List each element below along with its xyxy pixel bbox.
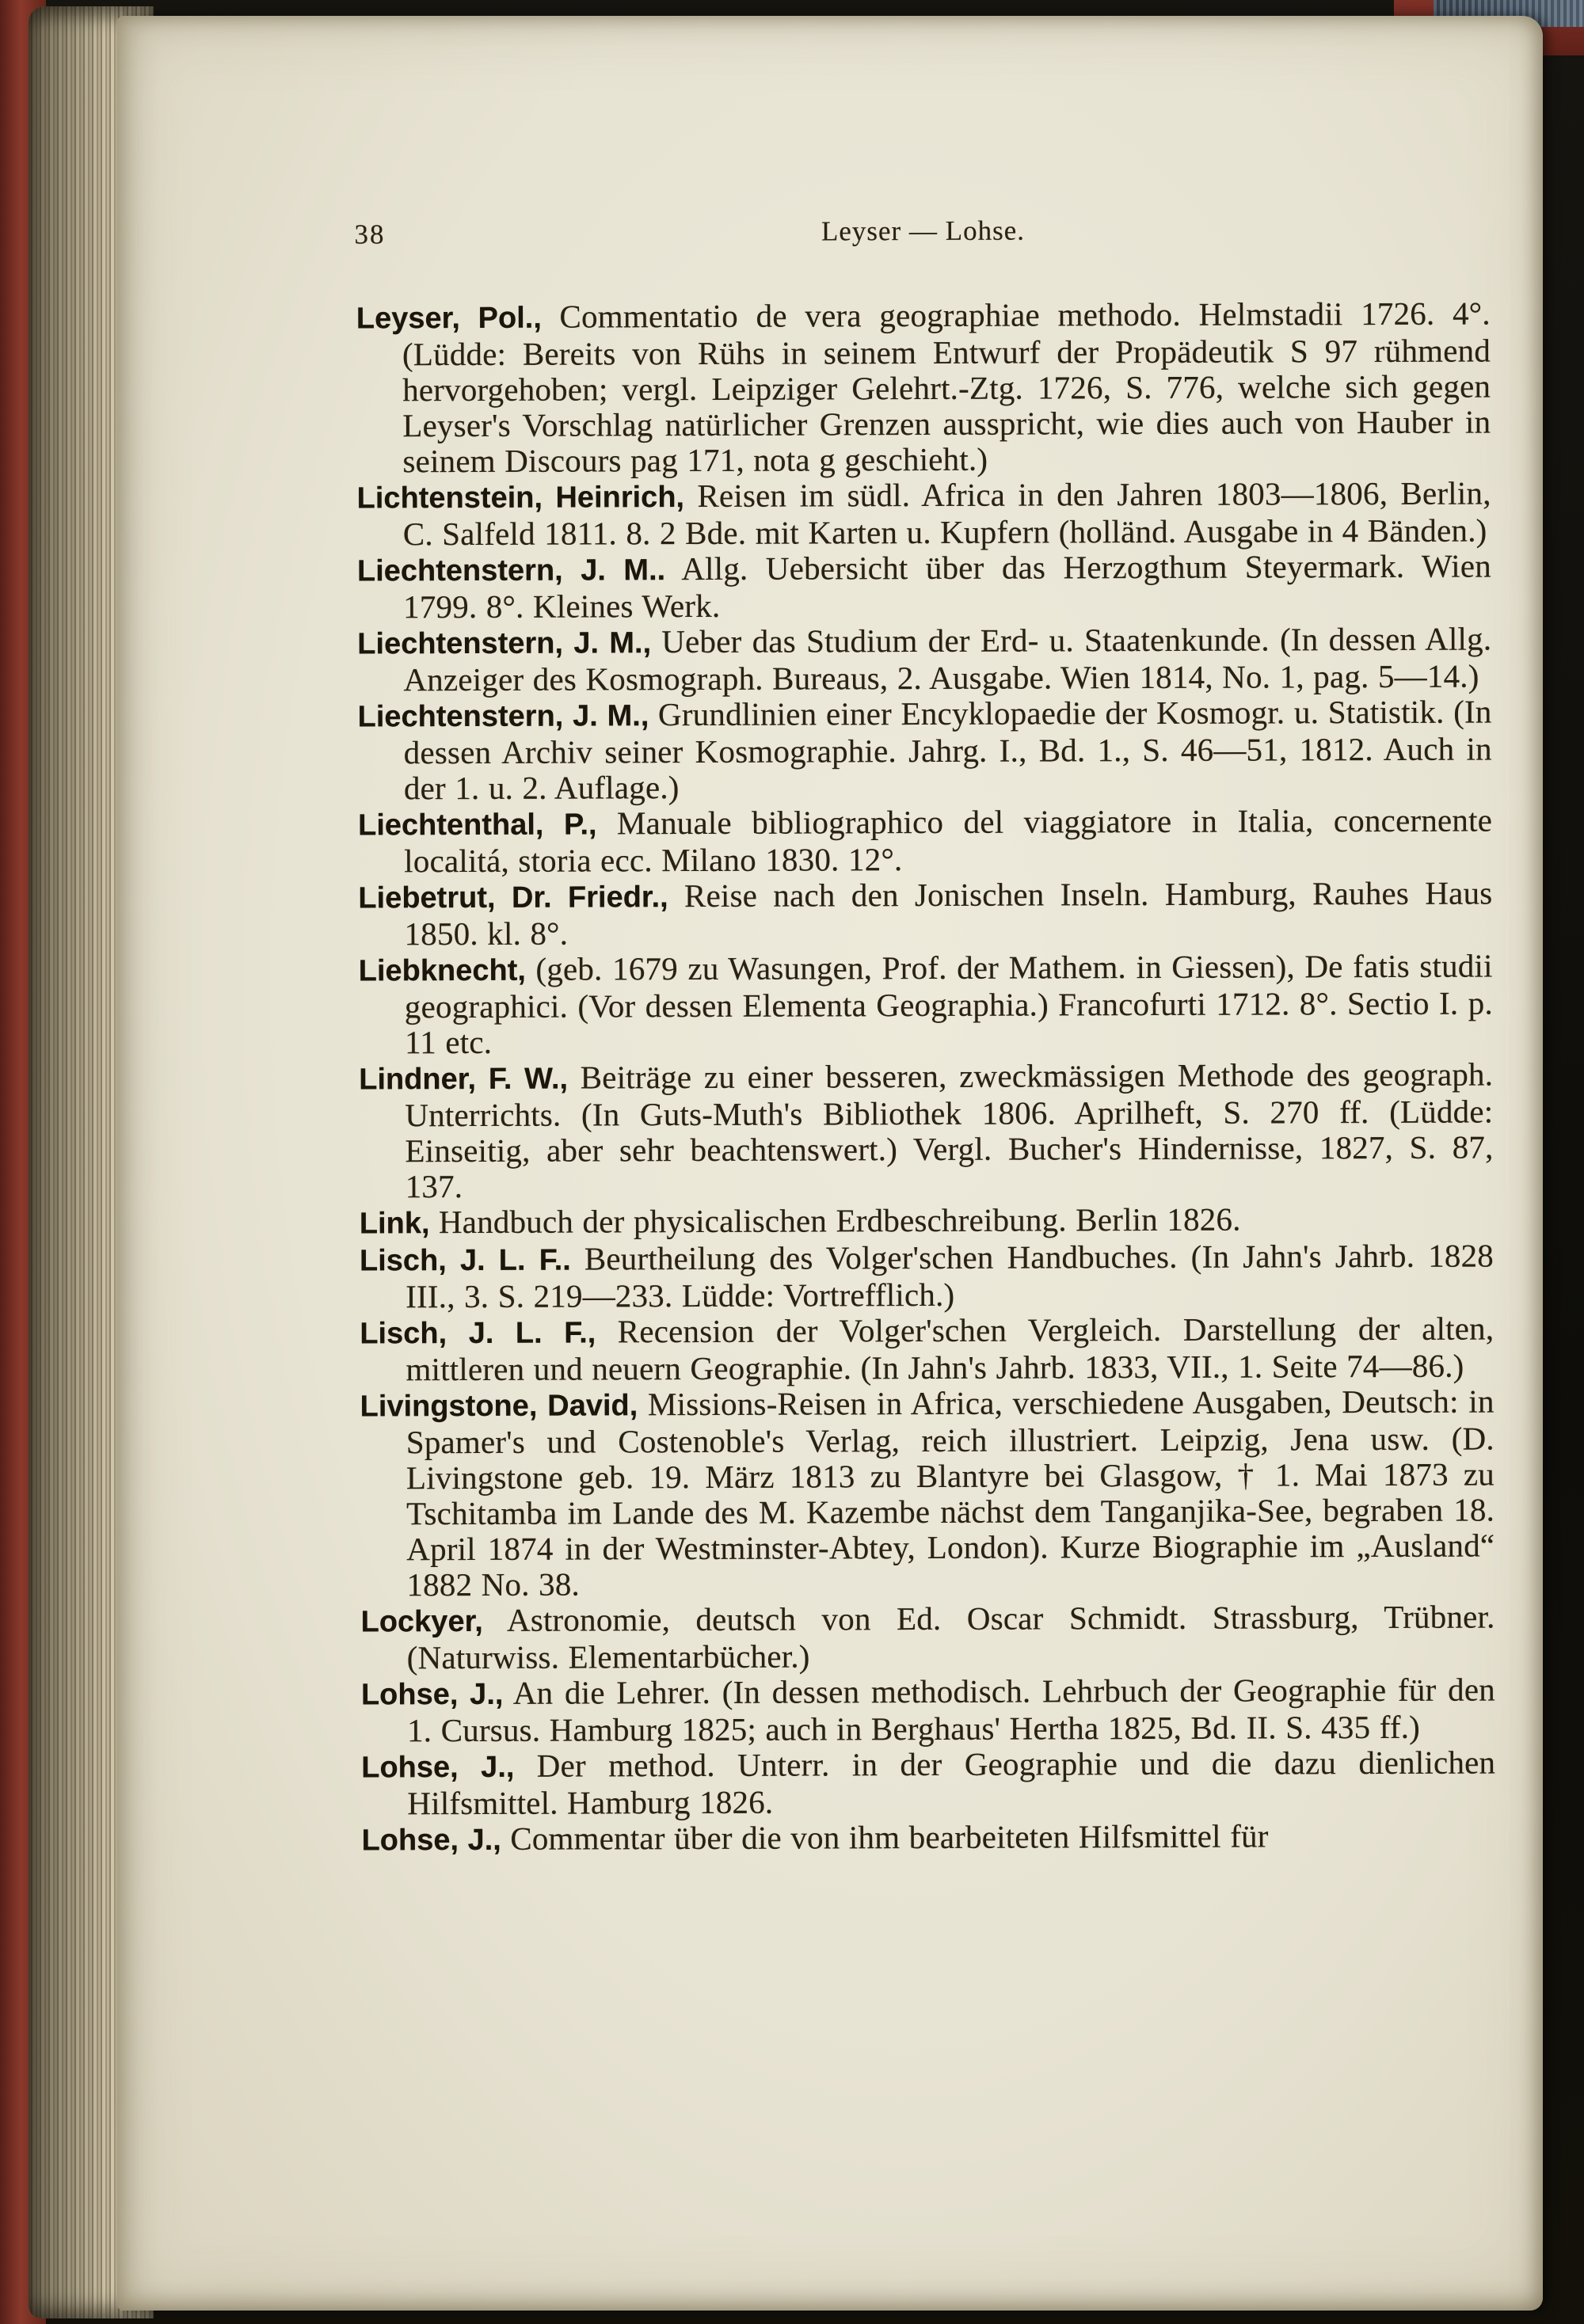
entry-author: Liebetrut, Dr. Friedr.,: [358, 881, 668, 915]
entry-author: Livingstone, David,: [360, 1389, 638, 1424]
bibliography-entry: [358, 803, 1492, 880]
entry-author: Lichtenstein, Heinrich,: [356, 481, 685, 515]
entry-text: Allg. Uebersicht über das Herzogthum Steyermark. Wien 1799. 8°. Kleines Werk.: [403, 547, 1492, 626]
page-header: [356, 214, 1490, 259]
entry-text: Beiträge zu einer besseren, zweckmässigen Methode des geograph. Unterrichts. (In Guts-Muth's Bibliothek 1806. Aprilheft, S. 270 ff. (Lüdde: Einseitig, aber sehr beachtenswert.) Vergl. Bucher's Hindernisse, 1827, S. 87, 137.: [405, 1055, 1494, 1205]
bibliography-entry: [357, 549, 1491, 626]
bibliography-entry: [361, 1744, 1495, 1821]
entry-author: Lohse, J.,: [360, 1677, 504, 1712]
bibliography-entry: [360, 1238, 1494, 1314]
entry-text: (geb. 1679 zu Wasungen, Prof. der Mathem. in Giessen), De fatis studii geographici. (Vor dessen Elementa Geographia.) Francofurti 1712. 8°. Sectio I. p. 11 etc.: [404, 947, 1493, 1061]
entry-author: Leyser, Pol.,: [356, 301, 542, 336]
entry-text: Astronomie, deutsch von Ed. Oscar Schmidt. Strassburg, Trübner. (Naturwiss. Elementarbücher.): [406, 1598, 1495, 1676]
bibliography-entry: [360, 1310, 1494, 1387]
bibliography-entry: [360, 1599, 1495, 1675]
entry-text: Recension der Volger'schen Vergleich. Darstellung der alten, mittleren und neuern Geographie. (In Jahn's Jahrb. 1833, VII., 1. Seite 74—86.): [406, 1310, 1495, 1388]
text-block: [356, 214, 1495, 1859]
bibliography-entry: [358, 876, 1492, 953]
entry-author: Lockyer,: [360, 1604, 483, 1639]
entry-author: Lindner, F. W.,: [359, 1062, 569, 1097]
bibliography-entry: [360, 1383, 1495, 1603]
entry-text: Reisen im südl. Africa in den Jahren 1803—1806, Berlin, C. Salfeld 1811. 8. 2 Bde. mit Karten u. Kupfern (holländ. Ausgabe in 4 Bänden.): [402, 474, 1491, 553]
bibliography-entry: [360, 1200, 1494, 1242]
entry-author: Liechtenthal, P.,: [357, 808, 597, 842]
entry-text: Reise nach den Jonischen Inseln. Hamburg, Rauhes Haus 1850. kl. 8°.: [404, 874, 1493, 953]
bibliography-entries: [356, 296, 1496, 1859]
entry-author: Lisch, J. L. F.,: [360, 1316, 596, 1351]
entry-text: Commentar über die von ihm bearbeiteten Hilfsmittel für: [501, 1817, 1269, 1857]
entry-author: Liechtenstern, J. M.,: [357, 626, 652, 661]
bibliography-entry: [359, 1057, 1494, 1205]
entry-text: Grundlinien einer Encyklopaedie der Kosmogr. u. Statistik. (In dessen Archiv seiner Kosmographie. Jahrg. I., Bd. 1., S. 46—51, 1812. Auch in der 1. u. 2. Auflage.): [403, 693, 1492, 807]
entry-text: Commentatio de vera geographiae methodo. Helmstadii 1726. 4°. (Lüdde: Bereits von Rühs in seinem Entwurf der Propädeutik S 97 rühmend hervorgehoben; vergl. Leipziger Gelehrt.-Ztg. 1726, S. 776, welche sich gegen Leyser's Vorschlag natürlicher Grenzen ausspricht, wie dies auch von Hauber in seinem Discours pag 171, nota g geschieht.): [402, 295, 1491, 480]
entry-author: Link,: [359, 1207, 430, 1241]
entry-text: Ueber das Studium der Erd- u. Staatenkunde. (In dessen Allg. Anzeiger des Kosmograph. Bureaus, 2. Ausgabe. Wien 1814, No. 1, pag. 5—14.): [403, 620, 1492, 698]
entry-text: Handbuch der physicalischen Erdbeschreibung. Berlin 1826.: [429, 1200, 1241, 1241]
bibliography-entry: [357, 476, 1491, 553]
entry-text: Manuale bibliographico del viaggiatore in Italia, concernente localitá, storia ecc. Milano 1830. 12°.: [404, 801, 1493, 880]
entry-author: Liechtenstern, J. M..: [356, 553, 666, 588]
page-number: 38: [354, 219, 386, 250]
entry-text: Beurtheilung des Volger'schen Handbuches. (In Jahn's Jahrb. 1828 III., 3. S. 219—233. Lüdde: Vortrefflich.): [406, 1237, 1495, 1315]
running-header: Leyser — Lohse.: [821, 215, 1026, 247]
bibliography-entry: [357, 622, 1491, 698]
entry-text: Missions-Reisen in Africa, verschiedene Ausgaben, Deutsch: in Spamer's und Costenoble's Verlag, reich illustriert. Leipzig, Jena usw. (D. Livingstone geb. 19. März 1813 zu Blantyre bei Glasgow, † 1. Mai 1873 zu Tschitamba im Lande des M. Kazembe nächst dem Tanganjika-See, begraben 18. April 1874 in der Westminster-Abtey, London). Kurze Biographie im „Ausland“ 1882 No. 38.: [406, 1383, 1495, 1603]
entry-author: Liechtenstern, J. M.,: [357, 699, 649, 734]
bibliography-entry: [358, 694, 1492, 807]
entry-author: Lohse, J.,: [361, 1750, 515, 1785]
entry-author: Lisch, J. L. F..: [359, 1243, 571, 1278]
book-page: [117, 16, 1543, 2311]
bibliography-entry: [361, 1672, 1495, 1748]
entry-author: Liebknecht,: [358, 953, 526, 988]
bibliography-entry: [356, 296, 1491, 480]
bibliography-entry: [361, 1817, 1495, 1858]
bibliography-entry: [359, 949, 1493, 1061]
entry-text: An die Lehrer. (In dessen methodisch. Lehrbuch der Geographie für den 1. Cursus. Hamburg 1825; auch in Berghaus' Hertha 1825, Bd. II. S. 435 ff.): [406, 1671, 1495, 1749]
entry-author: Lohse, J.,: [361, 1823, 501, 1858]
entry-text: Der method. Unterr. in der Geographie und die dazu dienlichen Hilfsmittel. Hamburg 1826.: [407, 1744, 1496, 1822]
